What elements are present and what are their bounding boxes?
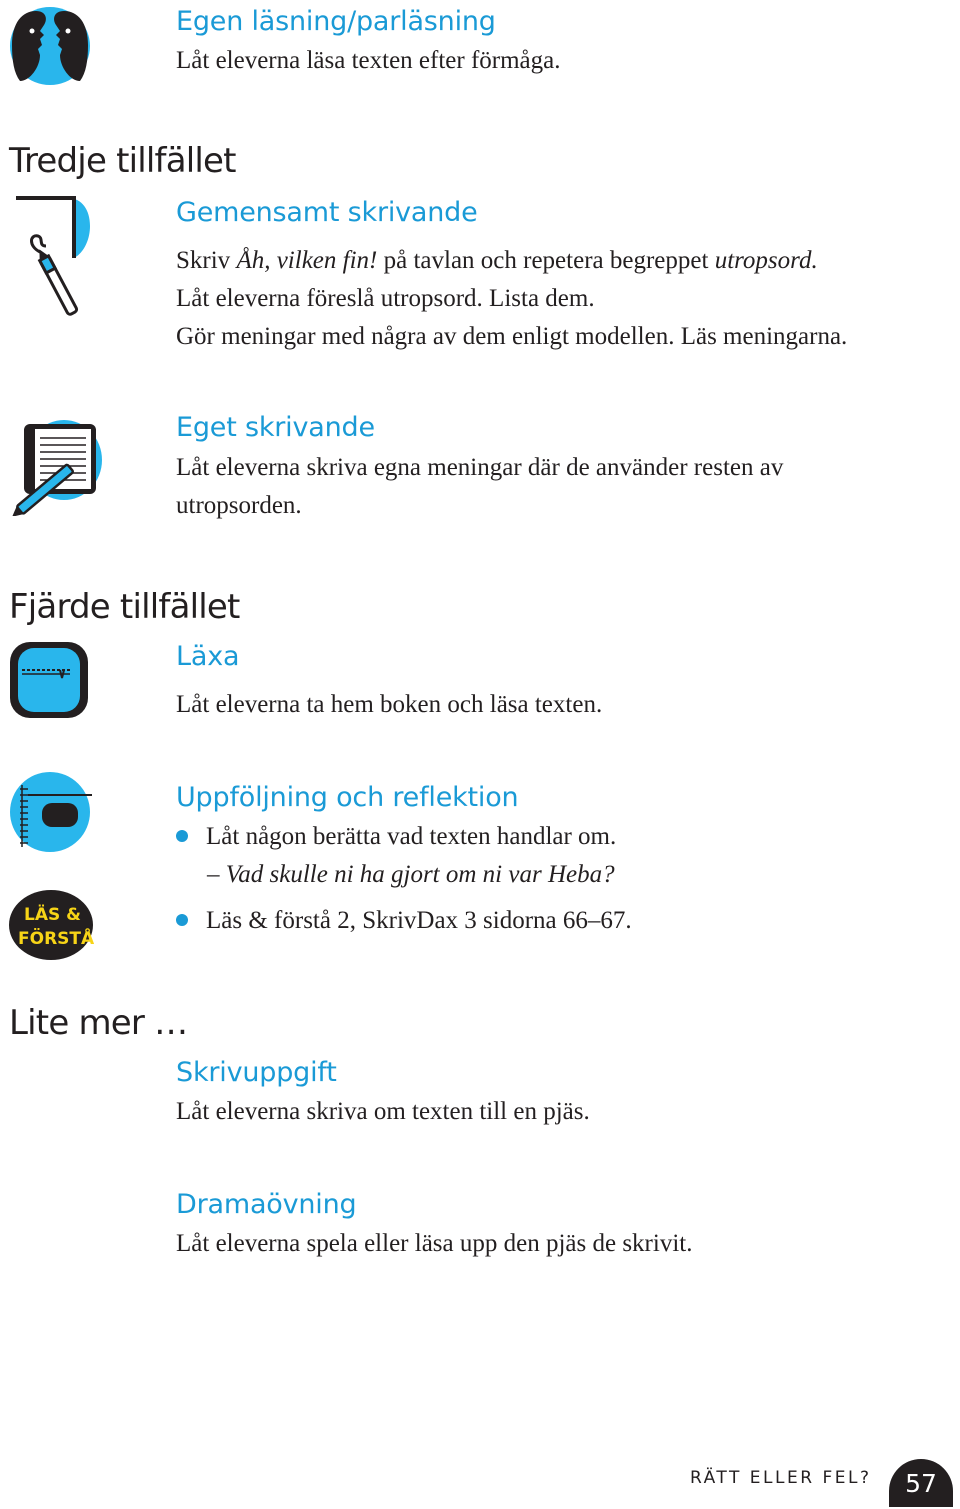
section-title-uppfoljning: Uppföljning och reflektion xyxy=(176,782,519,813)
paired-reading-icon xyxy=(8,5,92,92)
bullet-1-question: – Vad skulle ni ha gjort om ni var Heba? xyxy=(207,861,615,888)
eget-skrivande-text xyxy=(176,449,783,525)
svg-text:LÄS &: LÄS & xyxy=(24,905,81,925)
dramaovning-text: Låt eleverna spela eller läsa upp den pjäs de skrivit. xyxy=(176,1230,693,1257)
section-title-laxa: Läxa xyxy=(176,641,240,672)
egen-lasning-text: Låt eleverna läsa texten efter förmåga. xyxy=(176,47,561,74)
heading-fjarde-tillfallet: Fjärde tillfället xyxy=(9,587,240,627)
gemensamt-line1-em2: utropsord. xyxy=(714,247,818,274)
eget-line2: utropsorden. xyxy=(176,492,302,519)
section-title-egen-lasning: Egen läsning/parläsning xyxy=(176,6,496,37)
gemensamt-line3: Gör meningar med några av dem enligt modellen. Läs meningarna. xyxy=(176,323,848,350)
eget-line1: Låt eleverna skriva egna meningar där de använder resten av xyxy=(176,454,784,481)
reflection-notepad-icon xyxy=(8,771,92,858)
laxa-text: Låt eleverna ta hem boken och läsa texten. xyxy=(176,691,603,718)
bullet-dot xyxy=(176,830,188,842)
las-forsta-logo xyxy=(8,889,94,966)
bullet-dot xyxy=(176,914,188,926)
bullet-1-text: Låt någon berätta vad texten handlar om. xyxy=(206,823,617,850)
bullet-2-text: Läs & förstå 2, SkrivDax 3 sidorna 66–67. xyxy=(206,907,632,934)
backpack-icon xyxy=(8,640,90,725)
footer-chapter-label: RÄTT ELLER FEL? xyxy=(690,1468,872,1488)
bullet-item-2 xyxy=(176,902,632,940)
section-title-dramaovning: Dramaövning xyxy=(176,1189,357,1220)
gemensamt-line1-a: Skriv xyxy=(176,247,237,274)
heading-lite-mer: Lite mer … xyxy=(9,1003,188,1043)
skrivuppgift-text: Låt eleverna skriva om texten till en pjäs. xyxy=(176,1098,590,1125)
heading-tredje-tillfallet: Tredje tillfället xyxy=(9,141,236,181)
gemensamt-skrivande-text xyxy=(176,242,847,356)
gemensamt-line1-b: på tavlan och repetera begreppet xyxy=(377,247,715,274)
page-number: 57 xyxy=(889,1459,953,1507)
notebook-pencil-icon xyxy=(8,416,104,521)
bullet-item-1 xyxy=(176,818,616,856)
section-title-skrivuppgift: Skrivuppgift xyxy=(176,1057,337,1088)
section-title-eget-skrivande: Eget skrivande xyxy=(176,412,375,443)
svg-text:FÖRSTÅ: FÖRSTÅ xyxy=(18,929,94,949)
section-title-gemensamt-skrivande: Gemensamt skrivande xyxy=(176,197,478,228)
gemensamt-line2: Låt eleverna föreslå utropsord. Lista dem. xyxy=(176,285,595,312)
board-pen-icon xyxy=(8,196,94,327)
gemensamt-line1-em: Åh, vilken fin! xyxy=(236,247,378,274)
